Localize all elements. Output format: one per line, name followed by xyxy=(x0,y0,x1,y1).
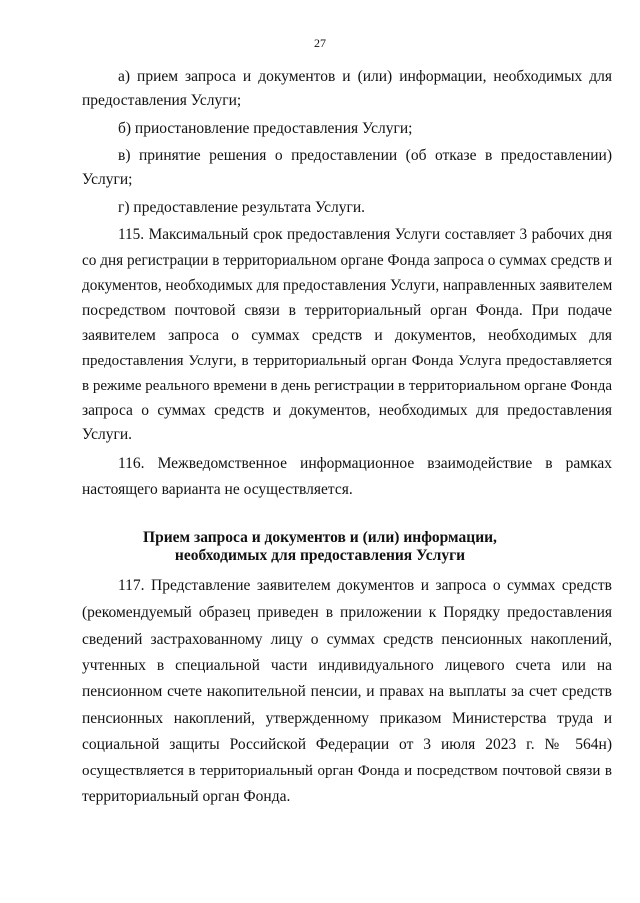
paragraph-line: посредством почтовой связи в территориальный орган Фонда. При подаче xyxy=(82,302,612,319)
paragraph-line: осуществляется в территориальный орган Фонда и посредством почтовой связи в xyxy=(82,763,612,779)
paragraph-line: документов, необходимых для предоставления Услуги, направленных заявителем xyxy=(82,277,613,294)
paragraph-line: пенсионном счете накопительной пенсии, и правах на выплаты за счет средств xyxy=(82,683,612,700)
section-heading: Прием запроса и документов и (или) информации, xyxy=(143,529,497,546)
paragraph-line: социальной защиты Российской Федерации от 3 июля 2023 г. № 564н) xyxy=(82,736,612,753)
paragraph-line: настоящего варианта не осуществляется. xyxy=(82,481,353,498)
paragraph-line: г) предоставление результата Услуги. xyxy=(118,199,365,216)
paragraph-line: в) принятие решения о предоставлении (об отказе в предоставлении) xyxy=(118,147,612,164)
paragraph-line: Услуги; xyxy=(82,171,133,188)
paragraph-line: пенсионных накоплений, утвержденному приказом Министерства труда и xyxy=(82,710,612,727)
paragraph-line: Услуги. xyxy=(82,426,133,443)
paragraph-line: со дня регистрации в территориальном органе Фонда запроса о суммах средств и xyxy=(82,252,612,269)
paragraph-line: 116. Межведомственное информационное взаимодействие в рамках xyxy=(118,455,612,472)
paragraph-line: в режиме реального времени в день регистрации в территориальном органе Фонда xyxy=(82,378,612,394)
paragraph-line: а) прием запроса и документов и (или) информации, необходимых для xyxy=(118,68,612,85)
paragraph-line: заявителем запроса о суммах средств и документов, необходимых для xyxy=(82,327,612,344)
paragraph-line: 115. Максимальный срок предоставления Услуги составляет 3 рабочих дня xyxy=(118,226,612,243)
section-heading: необходимых для предоставления Услуги xyxy=(174,547,466,564)
paragraph-line: предоставления Услуги; xyxy=(82,92,242,109)
paragraph-line: б) приостановление предоставления Услуги; xyxy=(118,120,413,137)
paragraph-line: предоставления Услуги, в территориальный орган Фонда Услуга предоставляется xyxy=(82,353,612,369)
paragraph-line: 117. Представление заявителем документов и запроса о суммах средств xyxy=(118,577,612,594)
paragraph-line: сведений застрахованному лицу о суммах средств пенсионных накоплений, xyxy=(82,631,612,648)
paragraph-line: запроса о суммах средств и документов, необходимых для предоставления xyxy=(82,402,612,419)
paragraph-line: (рекомендуемый образец приведен в приложении к Порядку предоставления xyxy=(82,604,612,621)
page-number: 27 xyxy=(314,36,326,50)
paragraph-line: учтенных в специальной части индивидуального лицевого счета или на xyxy=(82,657,612,674)
paragraph-line: территориальный орган Фонда. xyxy=(82,788,291,805)
